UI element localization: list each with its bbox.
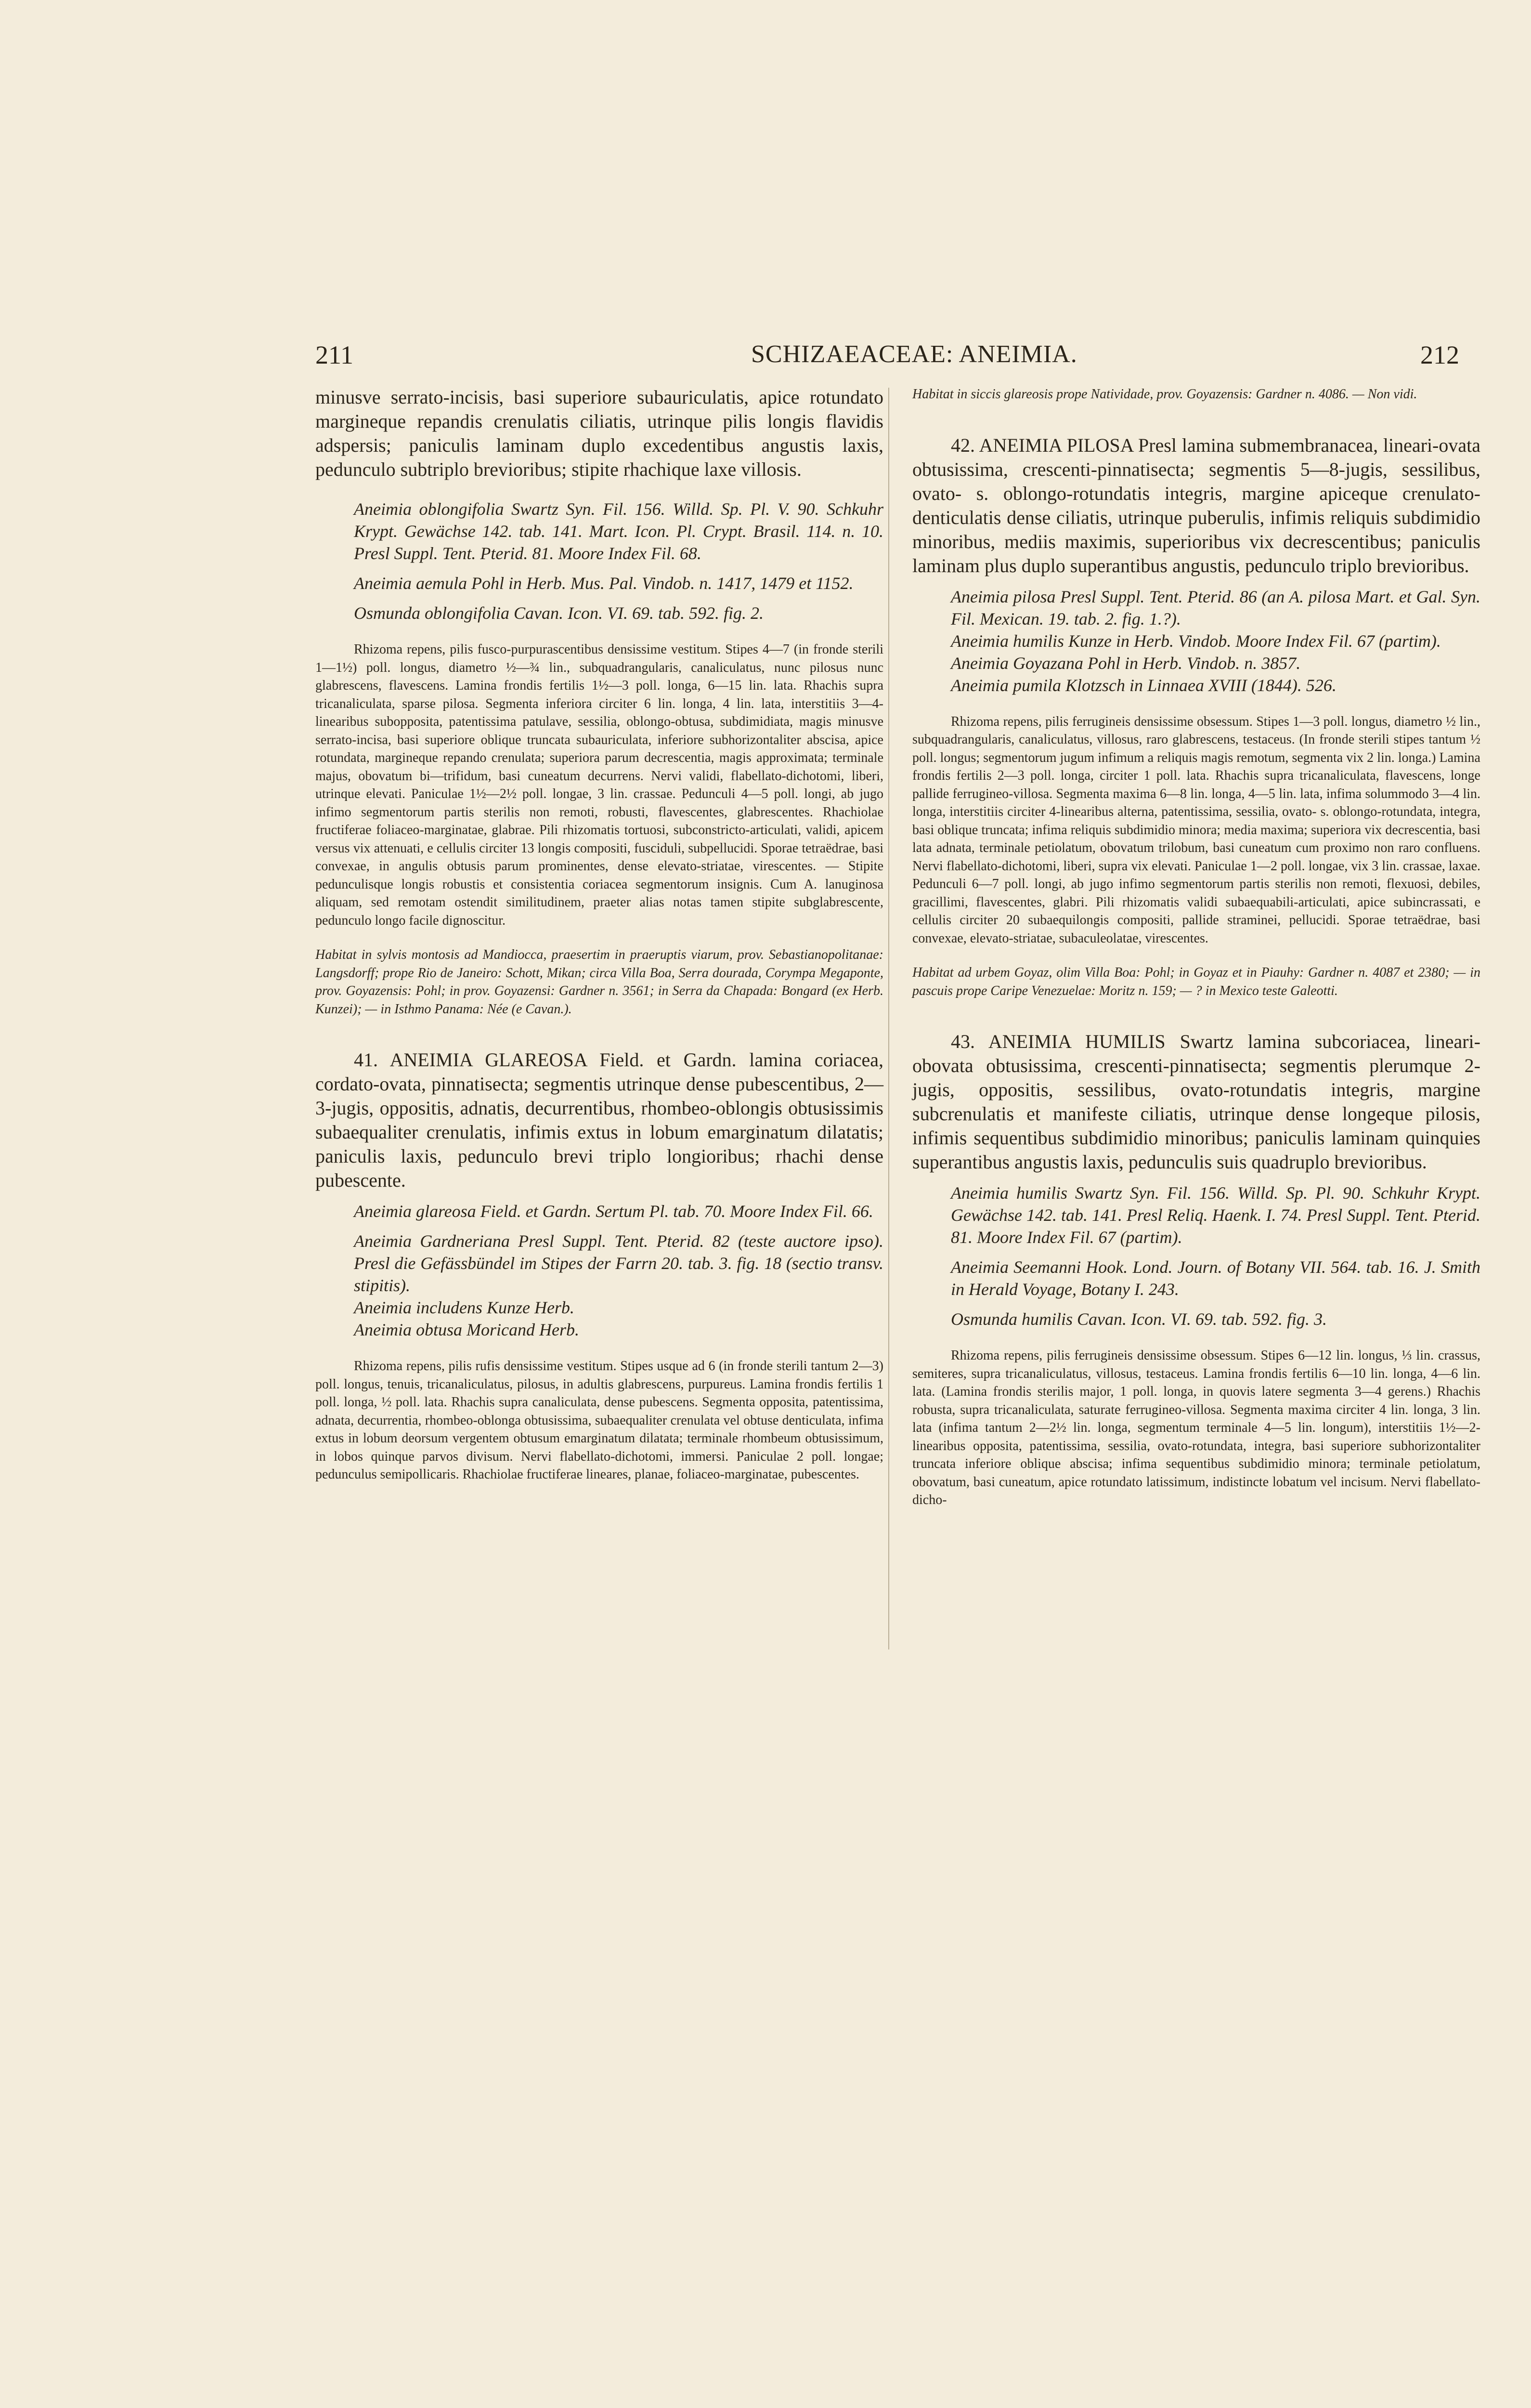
synonym-includens: Aneimia includens Kunze Herb.	[354, 1298, 574, 1317]
description-pilosa: Rhizoma repens, pilis ferrugineis densissime obsessum. Stipes 1—3 poll. longus, diametro ½ lin., subquadrangularis, canaliculatus, villosus, raro glabrescens, testaceus. (In fronde sterili stipes tantum ½ poll. longus; segmentorum jugum infimum a reliquis magis remotum, segmenta vix 2 lin. longa.) Lamina frondis fertilis 2—3 poll. longa, circiter 1 poll. lata. Rhachis supra tricanaliculata, flavescens, longe pallide ferrugineo-villosa. Segmenta maxima 6—8 lin. longa, 4—5 lin. lata, infima solummodo 3—4 lin. longa, interstitiis circiter 4-linearibus alterna, patentissima, sessilia, ovato- s. oblongo-rotundata, integra, basi oblique truncata; infima reliquis subdimidio minora; media maxima; superiora vix decrescentia, basi lata adnata, terminale petiolatum, obovatum trilobum, basi cuneatum cum proximo non raro confluens. Nervi flabellato-dichotomi, liberi, supra vix elevati. Paniculae 1—2 poll. longae, vix 3 lin. crassae, laxae. Pedunculi 6—7 poll. longi, ab jugo infimo segmentorum partis sterilis non remoti, flexuosi, debiles, gracillimi, flavescentes, glabri. Pili rhizomatis validi subaequabili-articulati, apice subincrassati, e cellulis circiter 20 subaequilongis compositi, pallide straminei, pellucidi. Sporae tetraëdrae, basi convexae, elevato-striatae, subaculeolatae, virescentes.	[912, 714, 1480, 946]
habitat-glareosa: Habitat in siccis glareosis prope Natividade, prov. Goyazensis: Gardner n. 4086. — Non vidi.	[912, 387, 1417, 402]
synonym-seemanni: Aneimia Seemanni Hook. Lond. Journ. of Botany VII. 564. tab. 16. J. Smith in Herald Voyage, Botany I. 243.	[951, 1257, 1480, 1299]
running-head: SCHIZAEACEAE: ANEIMIA.	[751, 340, 1077, 368]
synonym-glareosa: Aneimia glareosa Field. et Gardn. Sertum Pl. tab. 70. Moore Index Fil. 66.	[354, 1202, 873, 1221]
description-humilis: Rhizoma repens, pilis ferrugineis densissime obsessum. Stipes 6—12 lin. longus, ⅓ lin. crassus, semiteres, supra tricanaliculatus, villosus, testaceus. Lamina frondis fertilis 6—10 lin. longa, 4—6 lin. lata. (Lamina frondis sterilis major, 1 poll. longa, in quovis latere segmenta 3—4 gerens.) Rhachis robusta, supra tricanaliculata, saturate ferrugineo-villosa. Segmenta maxima circiter 4 lin. longa, 3 lin. lata (infima tantum 2—2½ lin. longa, segmentum terminale 4—5 lin. longum), interstitiis 1½—2-linearibus opposita, patentissima, sessilia, ovato-rotundata, integra, basi superiore subhorizontaliter truncata inferiore oblique abscisa; infima sequentibus subdimidio minora; terminale petiolatum, obovatum, basi cuneatum, apice rotundato latissimum, indistincte lobatum vel incisum. Nervi flabellato-dicho-	[912, 1348, 1480, 1507]
synonym-humilis-swartz: Aneimia humilis Swartz Syn. Fil. 156. Willd. Sp. Pl. 90. Schkuhr Krypt. Gewächse 142. tab. 141. Presl Reliq. Haenk. I. 74. Presl Suppl. Tent. Pterid. 81. Moore Index Fil. 67 (partim).	[951, 1183, 1480, 1247]
species-41-glareosa: 41. ANEIMIA GLAREOSA Field. et Gardn. lamina coriacea, cordato-ovata, pinnatisecta; segmentis utrinque dense pubescentibus, 2—3-jugis, oppositis, adnatis, decurrentibus, rhombeo-oblongis obtusissimis subaequaliter crenulatis, infimis extus in lobum emarginatum dilatatis; paniculis laxis, pedunculo brevi triplo longioribus; rhachi dense pubescente.	[315, 1049, 883, 1191]
species-43-humilis: 43. ANEIMIA HUMILIS Swartz lamina subcoriacea, lineari-obovata obtusissima, crescenti-pinnatisecta; segmentis plerumque 2-jugis, oppositis, sessilibus, ovato-rotundatis integris, margine subcrenulatis et manifeste ciliatis, utrinque dense longeque pilosis, infimis sequentibus subdimidio minoribus; paniculis laminam quinquies superantibus angustis laxis, pedunculis suis quadruplo brevioribus.	[912, 1031, 1480, 1173]
habitat-pilosa: Habitat ad urbem Goyaz, olim Villa Boa: Pohl; in Goyaz et in Piauhy: Gardner n. 4087 et 2380; — in pascuis prope Caripe Venezuelae: Moritz n. 159; — ? in Mexico teste Galeotti.	[912, 965, 1480, 998]
description-oblongifolia: Rhizoma repens, pilis fusco-purpurascentibus densissime vestitum. Stipes 4—7 (in fronde sterili 1—1½) poll. longus, diametro ½—¾ lin., subquadrangularis, canaliculatus, nunc pilosus nunc glabrescens, flavescens. Lamina frondis fertilis 1½—3 poll. longa, 6—15 lin. lata. Rhachis supra tricanaliculata, sparse pilosa. Segmenta inferiora circiter 6 lin. longa, 4 lin. lata, interstitiis 3—4-linearibus subopposita, patentissima patulave, sessilia, oblongo-obtusa, subdimidiata, magis minusve serrato-incisa, basi superiore oblique truncata subauriculata, inferiore subhorizontaliter abscisa, apice rotundata, margineque repando crenulata; superiora parum decrescentia, magis approximata; terminale majus, obovatum bi—trifidum, basi cuneatum decurrens. Nervi validi, flabellato-dichotomi, liberi, utrinque elevati. Paniculae 1½—2½ poll. longae, 3 lin. crassae. Pedunculi 4—5 poll. longi, ab jugo infimo segmentorum partis sterilis non remoti, robusti, flavescentes, glabrescentes. Rhachiolae fructiferae foliaceo-marginatae, glabrae. Pili rhizomatis tortuosi, subconstricto-articulati, validi, apicem versus vix attenuati, e cellulis circiter 13 longis compositi, fusciduli, subpellucidi. Sporae tetraëdrae, basi convexae, in angulis obtusis parum prominentes, dense elevato-striatae, virescentes. — Stipite pedunculisque longis robustis et consistentia coriacea segmentorum insignis. Cum A. lanuginosa aliquam, sed remotam ostendit similitudinem, praeter alias notas tamen stipite subglabrescente, pedunculo longo facile dignoscitur.	[315, 642, 883, 928]
page-number-right: 212	[1420, 340, 1459, 369]
species-42-pilosa: 42. ANEIMIA PILOSA Presl lamina submembranacea, lineari-ovata obtusissima, crescenti-pinnatisecta; segmentis 5—8-jugis, sessilibus, ovato- s. oblongo-rotundatis integris, margine apiceque crenulato-denticulatis dense ciliatis, utrinque puberulis, infimis reliquis subdimidio minoribus, mediis maximis, superioribus vix decrescentibus; paniculis laminam plus duplo superantibus angustis, pedunculo triplo brevioribus.	[912, 434, 1480, 576]
paragraph-continued-diagnosis: minusve serrato-incisis, basi superiore subauriculatis, apice rotundato margineque repandis crenulatis ciliatis, utrinque pilis longis flavidis adspersis; paniculis laminam duplo excedentibus angustis laxis, pedunculo subtriplo brevioribus; stipite rhachique laxe villosis.	[315, 386, 883, 480]
synonym-oblongifolia: Aneimia oblongifolia Swartz Syn. Fil. 156. Willd. Sp. Pl. V. 90. Schkuhr Krypt. Gewächse 142. tab. 141. Mart. Icon. Pl. Crypt. Brasil. 114. n. 10. Presl Suppl. Tent. Pterid. 81. Moore Index Fil. 68.	[354, 499, 883, 563]
synonym-obtusa: Aneimia obtusa Moricand Herb.	[354, 1320, 579, 1339]
description-glareosa: Rhizoma repens, pilis rufis densissime vestitum. Stipes usque ad 6 (in fronde sterili tantum 2—3) poll. longus, tenuis, tricanaliculatus, pilosus, in adultis glabrescens, purpureus. Lamina frondis fertilis 1 poll. longa, ½ poll. lata. Rhachis supra canaliculata, dense pubescens. Segmenta opposita, patentissima, adnata, decurrentia, rhombeo-oblonga obtusissima, subaequaliter crenulata vel obtuse denticulata, infima extus in lobum deorsum vergentem obtusum emarginatum dilatata; terminale rhombeum obtusissimum, in lobos quinque parvos divisum. Nervi flabellato-dichotomi, immersi. Paniculae 2 poll. longae; pedunculus semipollicaris. Rhachiolae fructiferae lineares, planae, foliaceo-marginatae, pubescentes.	[315, 1359, 883, 1482]
synonym-aemula: Aneimia aemula Pohl in Herb. Mus. Pal. Vindob. n. 1417, 1479 et 1152.	[354, 574, 854, 593]
synonym-osmunda-oblongifolia: Osmunda oblongifolia Cavan. Icon. VI. 69. tab. 592. fig. 2.	[354, 603, 764, 623]
synonym-osmunda-humilis: Osmunda humilis Cavan. Icon. VI. 69. tab. 592. fig. 3.	[951, 1309, 1327, 1329]
synonym-humilis-kunze: Aneimia humilis Kunze in Herb. Vindob. Moore Index Fil. 67 (partim).	[951, 631, 1441, 651]
column-right	[912, 385, 1480, 1509]
column-divider	[888, 388, 889, 1649]
synonym-gardneriana: Aneimia Gardneriana Presl Suppl. Tent. Pterid. 82 (teste auctore ipso). Presl die Gefässbündel im Stipes der Farrn 20. tab. 3. fig. 18 (sectio transv. stipitis).	[354, 1231, 883, 1295]
column-left	[315, 385, 883, 1484]
synonym-goyazana: Aneimia Goyazana Pohl in Herb. Vindob. n. 3857.	[951, 653, 1301, 673]
synonym-pilosa: Aneimia pilosa Presl Suppl. Tent. Pterid. 86 (an A. pilosa Mart. et Gal. Syn. Fil. Mexican. 19. tab. 2. fig. 1.?).	[951, 587, 1480, 628]
synonym-pumila: Aneimia pumila Klotzsch in Linnaea XVIII (1844). 526.	[951, 675, 1336, 695]
page-number-left: 211	[315, 340, 353, 369]
habitat-oblongifolia: Habitat in sylvis montosis ad Mandiocca, praesertim in praeruptis viarum, prov. Sebastianopolitanae: Langsdorff; prope Rio de Janeiro: Schott, Mikan; circa Villa Boa, Serra dourada, Corympa Megaponte, prov. Goyazensis: Pohl; in prov. Goyazensi: Gardner n. 3561; in Serra da Chapada: Bongard (ex Herb. Kunzei); — in Isthmo Panama: Née (e Cavan.).	[315, 947, 883, 1017]
